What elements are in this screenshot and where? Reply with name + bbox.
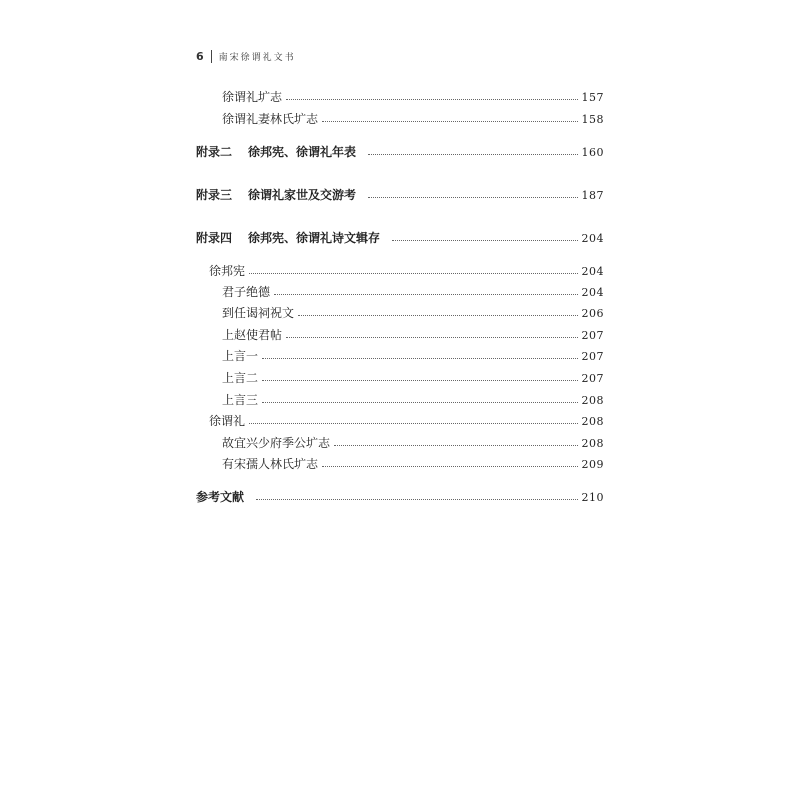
dot-leader bbox=[392, 240, 577, 241]
appendix-label: 附录二 bbox=[196, 145, 233, 159]
toc-entry-page: 204 bbox=[581, 286, 604, 299]
toc-entry-page: 208 bbox=[581, 415, 604, 428]
toc-entry bbox=[222, 304, 604, 322]
dot-leader bbox=[256, 499, 577, 500]
toc-entry-title: 徐邦宪 bbox=[209, 264, 246, 278]
dot-leader bbox=[274, 294, 577, 295]
toc-entry-page: 206 bbox=[581, 307, 604, 320]
toc-appendix-entry bbox=[196, 229, 604, 247]
toc-entry-title: 上言二 bbox=[222, 371, 259, 385]
toc-entry-page: 208 bbox=[581, 437, 604, 450]
dot-leader bbox=[249, 423, 577, 424]
toc-entry-title: 君子绝德 bbox=[222, 285, 271, 299]
toc-entry-page: 187 bbox=[581, 189, 604, 202]
toc-entry-title: 徐邦宪、徐谓礼年表 bbox=[248, 145, 357, 159]
toc-entry-page: 204 bbox=[581, 232, 604, 245]
toc-entry bbox=[222, 283, 604, 301]
toc-entry bbox=[222, 326, 604, 344]
toc-entry-page: 208 bbox=[581, 394, 604, 407]
toc-entry bbox=[222, 347, 604, 365]
appendix-label: 附录三 bbox=[196, 188, 233, 202]
page-number: 6 bbox=[196, 49, 204, 63]
toc-entry-title: 徐谓礼妻林氏圹志 bbox=[222, 112, 319, 126]
dot-leader bbox=[334, 445, 577, 446]
dot-leader bbox=[368, 197, 577, 198]
dot-leader bbox=[298, 315, 577, 316]
toc-entry-title: 徐谓礼家世及交游考 bbox=[248, 188, 357, 202]
toc-entry-title: 徐谓礼圹志 bbox=[222, 90, 283, 104]
dot-leader bbox=[262, 402, 577, 403]
toc-entry-page: 160 bbox=[581, 146, 604, 159]
toc-entry-title: 上言一 bbox=[222, 349, 259, 363]
dot-leader bbox=[322, 121, 577, 122]
toc-appendix-entry bbox=[196, 186, 604, 204]
toc-entry-title: 到任谒祠祝文 bbox=[222, 306, 295, 320]
toc-entry-page: 157 bbox=[581, 91, 604, 104]
toc-entry-title: 徐谓礼 bbox=[209, 414, 246, 428]
toc-entry bbox=[222, 455, 604, 473]
toc-entry-page: 204 bbox=[581, 265, 604, 278]
dot-leader bbox=[286, 99, 577, 100]
toc-entry-page: 207 bbox=[581, 350, 604, 363]
toc-entry bbox=[222, 88, 604, 106]
toc-appendix-entry bbox=[196, 143, 604, 161]
toc-entry bbox=[222, 434, 604, 452]
dot-leader bbox=[262, 358, 577, 359]
appendix-label: 附录四 bbox=[196, 231, 233, 245]
toc-entry-title: 徐邦宪、徐谓礼诗文辑存 bbox=[248, 231, 381, 245]
toc-entry-title: 有宋孺人林氏圹志 bbox=[222, 457, 319, 471]
toc-entry-title: 上赵使君帖 bbox=[222, 328, 283, 342]
toc-entry bbox=[222, 110, 604, 128]
toc-entry bbox=[222, 391, 604, 409]
toc-entry-page: 207 bbox=[581, 372, 604, 385]
toc-entry-title: 故宜兴少府季公圹志 bbox=[222, 436, 331, 450]
toc-entry-title: 参考文献 bbox=[196, 490, 245, 504]
book-title: 南宋徐谓礼文书 bbox=[218, 52, 296, 63]
toc-section-entry bbox=[209, 262, 604, 280]
toc-entry-page: 209 bbox=[581, 458, 604, 471]
toc-entry-title: 上言三 bbox=[222, 393, 259, 407]
dot-leader bbox=[286, 337, 577, 338]
toc-entry-page: 210 bbox=[581, 491, 604, 504]
dot-leader bbox=[262, 380, 577, 381]
dot-leader bbox=[249, 273, 577, 274]
toc-entry-page: 158 bbox=[581, 113, 604, 126]
dot-leader bbox=[322, 466, 577, 467]
toc-appendix-entry bbox=[196, 488, 604, 506]
dot-leader bbox=[368, 154, 577, 155]
toc-entry bbox=[222, 369, 604, 387]
toc-section-entry bbox=[209, 412, 604, 430]
toc-entry-page: 207 bbox=[581, 329, 604, 342]
